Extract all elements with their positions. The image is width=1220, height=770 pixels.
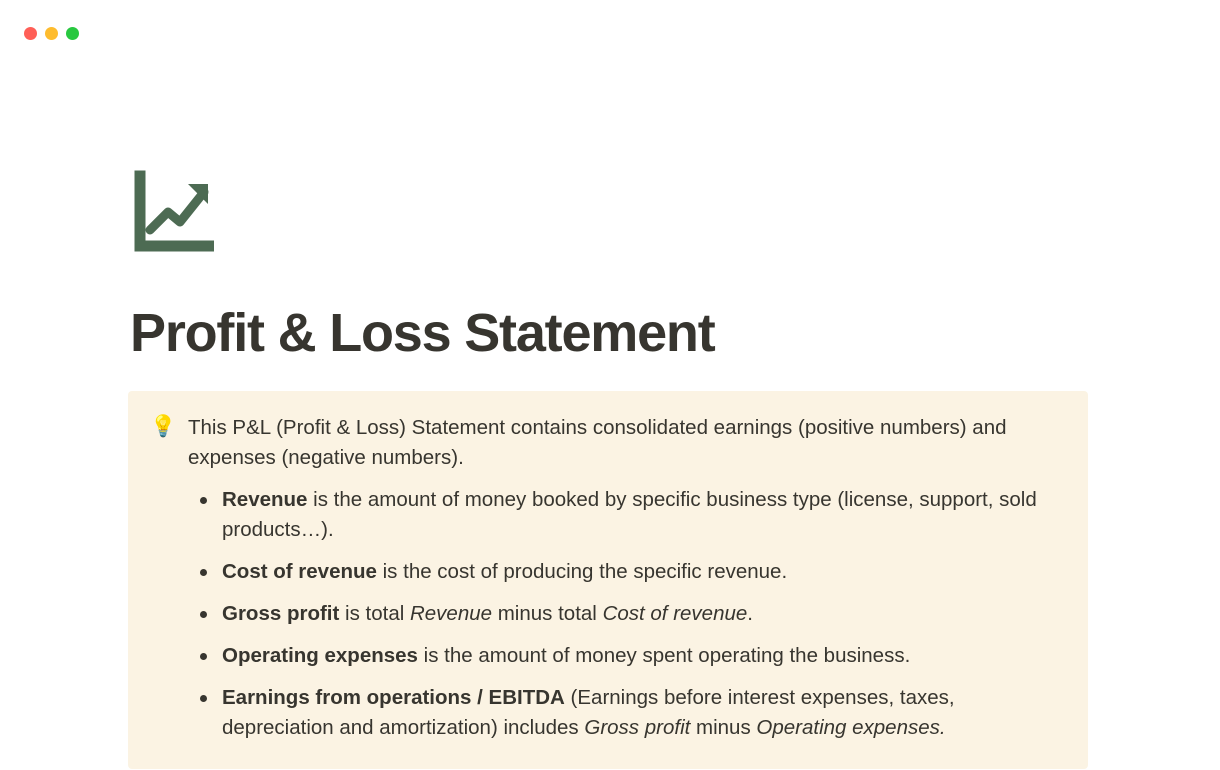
window-titlebar <box>0 0 1220 66</box>
definition-list <box>188 485 1062 743</box>
light-bulb-icon: 💡 <box>150 415 177 439</box>
close-window-button[interactable] <box>24 27 37 40</box>
minimize-window-button[interactable] <box>45 27 58 40</box>
term-label: Cost of revenue <box>222 560 377 584</box>
callout-intro-text: This P&L (Profit & Loss) Statement contains consolidated earnings (positive numbers) and expenses (negative numbers). <box>188 416 1007 470</box>
term-label: Revenue <box>222 488 308 512</box>
term-description-part: minus <box>690 716 757 740</box>
list-item <box>222 557 1062 587</box>
term-description: is the cost of producing the specific revenue. <box>376 560 788 584</box>
term-description: is the amount of money booked by specific business type (license, support, sold products…). <box>222 488 1037 542</box>
maximize-window-button[interactable] <box>66 27 79 40</box>
term-label: Gross profit <box>222 602 340 626</box>
list-item <box>222 683 1062 743</box>
list-item <box>222 599 1062 629</box>
callout-content <box>188 413 1062 743</box>
term-emphasis: Cost of revenue <box>602 602 748 626</box>
page-title: Profit & Loss Statement <box>130 303 715 363</box>
term-emphasis: Operating expenses. <box>756 716 946 740</box>
term-label: Operating expenses <box>222 644 418 668</box>
term-description-part: is total <box>339 602 410 626</box>
term-label: Earnings from operations / EBITDA <box>222 686 565 710</box>
document-canvas <box>0 170 1220 769</box>
term-description-part: . <box>747 602 753 626</box>
term-description: is the amount of money spent operating the business. <box>417 644 911 668</box>
chart-increasing-icon[interactable] <box>132 170 214 252</box>
document-content <box>130 170 1090 769</box>
traffic-light-group <box>24 27 79 40</box>
list-item <box>222 485 1062 545</box>
term-description-part: minus total <box>492 602 603 626</box>
callout-block <box>128 391 1088 769</box>
list-item <box>222 641 1062 671</box>
term-description-part: (Earnings before interest expenses, taxes, depreciation and amortization) includes <box>222 686 955 740</box>
term-emphasis: Revenue <box>409 602 493 626</box>
term-emphasis: Gross profit <box>584 716 691 740</box>
